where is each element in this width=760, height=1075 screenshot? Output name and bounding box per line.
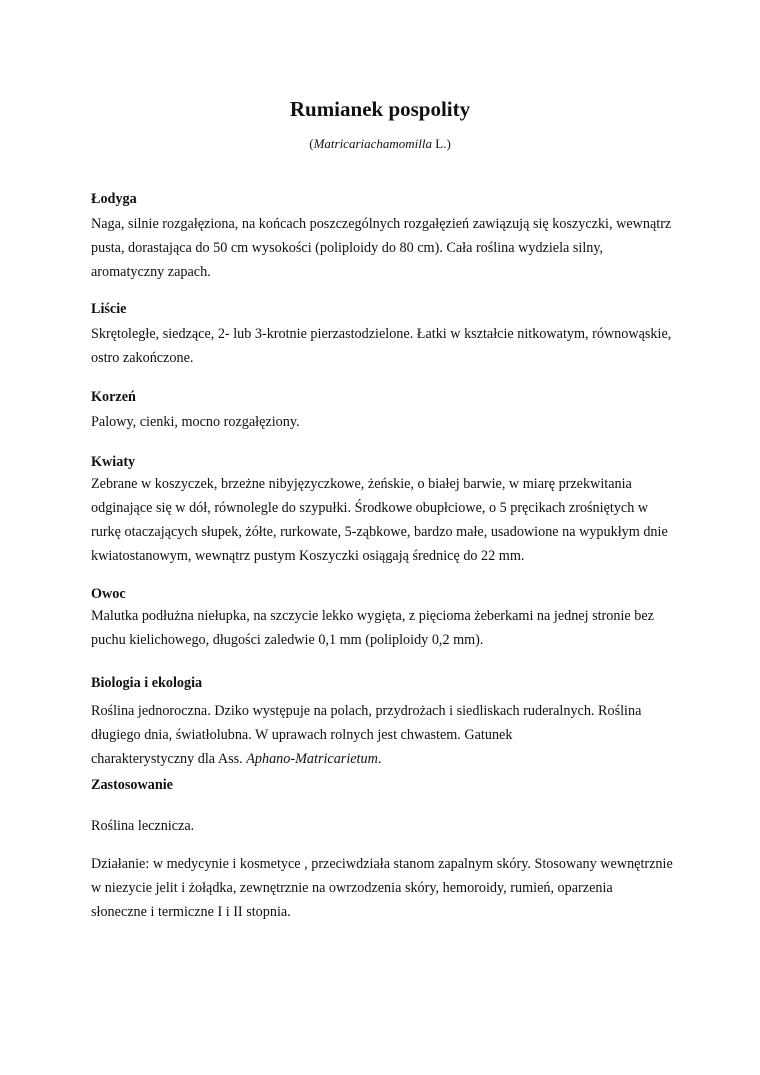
text-line: Palowy, cienki, mocno rozgałęziony.: [91, 414, 300, 430]
section-text-biologia: [91, 699, 681, 771]
section-heading-kwiaty: Kwiaty: [91, 454, 136, 470]
text-line: długiego dnia, światłolubna. W uprawach rolnych jest chwastem. Gatunek: [91, 727, 513, 743]
subtitle-latin-name: Matricariachamomilla: [313, 136, 432, 151]
text-line: Roślina jednoroczna. Dziko występuje na polach, przydrożach i siedliskach ruderalnych. Roślina: [91, 703, 642, 719]
document-subtitle: [0, 136, 760, 152]
text-line: [91, 747, 681, 771]
section-heading-lodyga: Łodyga: [91, 191, 137, 207]
text-line: kwiatostanowym, wewnątrz pustym Koszyczki osiągają średnicę do 22 mm.: [91, 548, 525, 564]
text-line: Malutka podłużna niełupka, na szczycie lekko wygięta, z pięcioma żeberkami na jednej stronie bez: [91, 608, 654, 624]
section-text-kwiaty: [91, 472, 681, 568]
text-line: ostro zakończone.: [91, 350, 194, 366]
text-line: Naga, silnie rozgałęziona, na końcach poszczególnych rozgałęzień zawiązują się koszyczki, wewnątrz: [91, 216, 672, 232]
text-line: w niezycie jelit i żołądka, zewnętrznie na owrzodzenia skóry, hemoroidy, rumień, oparzenia: [91, 880, 613, 896]
section-heading-owoc: Owoc: [91, 586, 126, 602]
section-text-zastosowanie-intro: [91, 814, 681, 838]
text-line: Skrętoległe, siedzące, 2- lub 3-krotnie pierzastodzielone. Łatki w kształcie nitkowatym, równowąskie,: [91, 326, 672, 342]
text-line: Roślina lecznicza.: [91, 818, 195, 834]
section-heading-liscie: Liście: [91, 301, 127, 317]
text-line: aromatyczny zapach.: [91, 264, 211, 280]
document-title: Rumianek pospolity: [289, 97, 471, 121]
section-text-owoc: [91, 604, 681, 652]
section-text-zastosowanie: [91, 852, 681, 924]
text-line: słoneczne i termiczne I i II stopnia.: [91, 904, 291, 920]
section-heading-biologia: Biologia i ekologia: [91, 675, 203, 691]
text-line: puchu kielichowego, długości zaledwie 0,1 mm (poliploidy 0,2 mm).: [91, 632, 484, 648]
text-segment: charakterystyczny dla Ass.: [91, 751, 247, 767]
association-name: Aphano-Matricarietum: [246, 751, 378, 767]
text-line: pusta, dorastająca do 50 cm wysokości (poliploidy do 80 cm). Cała roślina wydziela silny,: [91, 240, 604, 256]
text-line: Zebrane w koszyczek, brzeżne nibyjęzyczkowe, żeńskie, o białej barwie, w miarę przekwitania: [91, 476, 632, 492]
section-heading-zastosowanie: Zastosowanie: [91, 777, 173, 793]
text-segment: .: [377, 751, 382, 767]
subtitle-close: L.): [432, 136, 451, 151]
subtitle-open: (: [309, 136, 314, 151]
text-line: Działanie: w medycynie i kosmetyce , przeciwdziała stanom zapalnym skóry. Stosowany wewnętrznie: [91, 856, 673, 872]
section-heading-korzen: Korzeń: [91, 389, 136, 405]
section-text-liscie: [91, 322, 681, 370]
section-text-korzen: [91, 410, 681, 434]
text-line: rurkę otaczających słupek, żółte, rurkowate, 5-ząbkowe, bardzo małe, usadowione na wypukłym dnie: [91, 524, 668, 540]
section-text-lodyga: [91, 212, 681, 284]
text-line: odginające się w dół, równolegle do szypułki. Środkowe obupłciowe, o 5 pręcikach zrośniętych w: [91, 500, 649, 516]
